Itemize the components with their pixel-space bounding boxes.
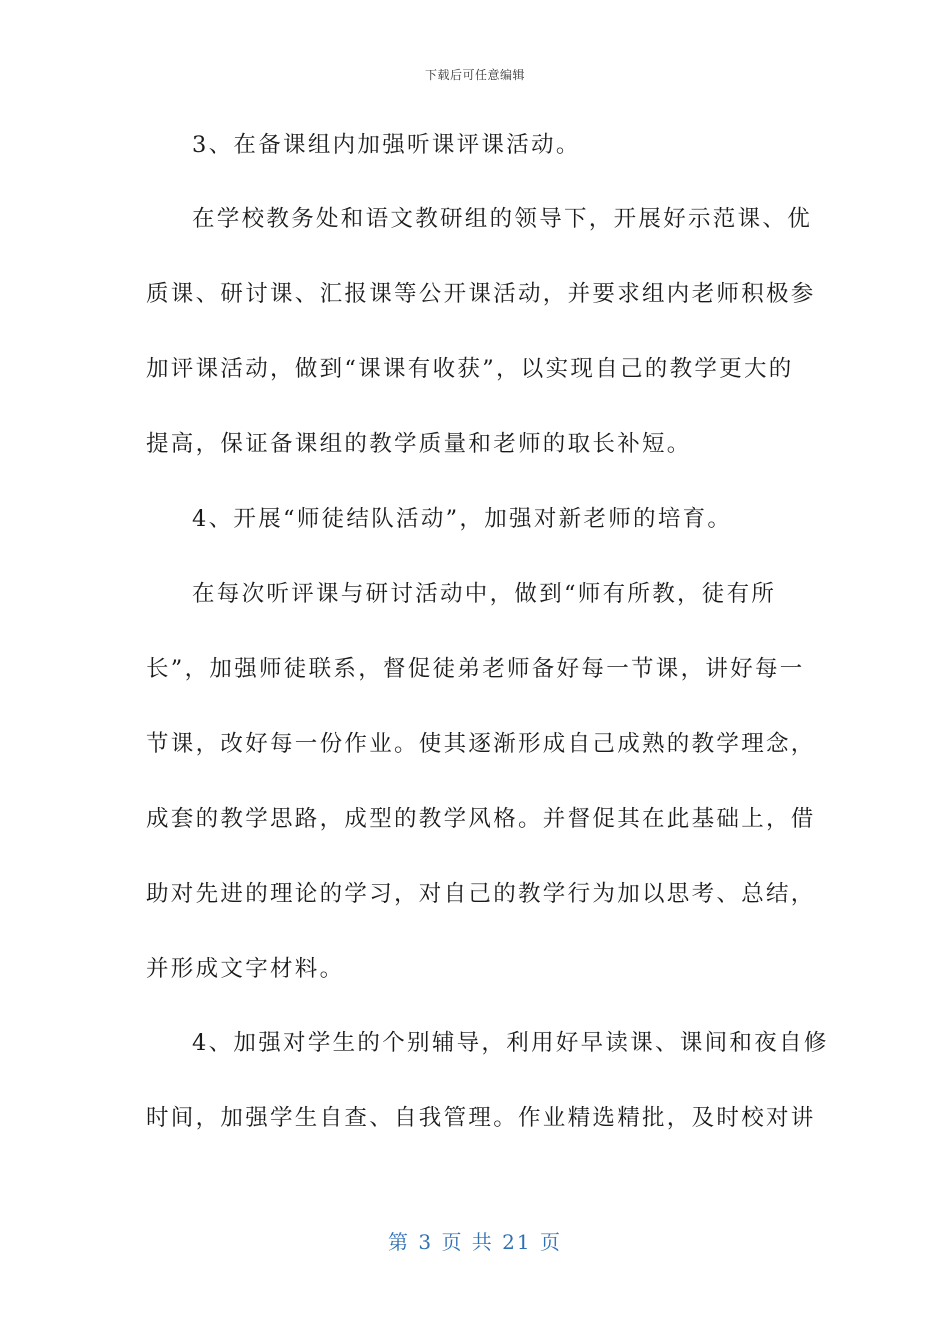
paragraph-line: 助对先进的理论的学习，对自己的教学行为加以思考、总结， [146,881,816,907]
paragraph-line: 加评课活动，做到“课课有收获”，以实现自己的教学更大的 [146,356,794,382]
paragraph-line: 提高，保证备课组的教学质量和老师的取长补短。 [146,431,692,457]
paragraph-line: 节课，改好每一份作业。使其逐渐形成自己成熟的教学理念， [146,731,816,757]
paragraph-line: 在每次听评课与研讨活动中，做到“师有所教，徒有所 [192,581,777,607]
paragraph-line: 时间，加强学生自查、自我管理。作业精选精批，及时校对讲 [146,1105,816,1131]
paragraph-line: 质课、研讨课、汇报课等公开课活动，并要求组内老师积极参 [146,281,816,307]
paragraph-line: 成套的教学思路，成型的教学风格。并督促其在此基础上，借 [146,806,816,832]
paragraph-line: 在学校教务处和语文教研组的领导下，开展好示范课、优 [192,206,813,232]
paragraph-line: 并形成文字材料。 [146,956,345,982]
page-number-footer: 第 3 页 共 21 页 [388,1230,562,1254]
paragraph-line: 4、加强对学生的个别辅导，利用好早读课、课间和夜自修 [192,1030,829,1056]
page-header-note: 下载后可任意编辑 [424,68,525,82]
paragraph-line: 长”，加强师徒联系，督促徒弟老师备好每一节课，讲好每一 [146,656,805,682]
paragraph-line: 4、开展“师徒结队活动”，加强对新老师的培育。 [192,506,733,532]
paragraph-line: 3、在备课组内加强听课评课活动。 [192,132,581,158]
